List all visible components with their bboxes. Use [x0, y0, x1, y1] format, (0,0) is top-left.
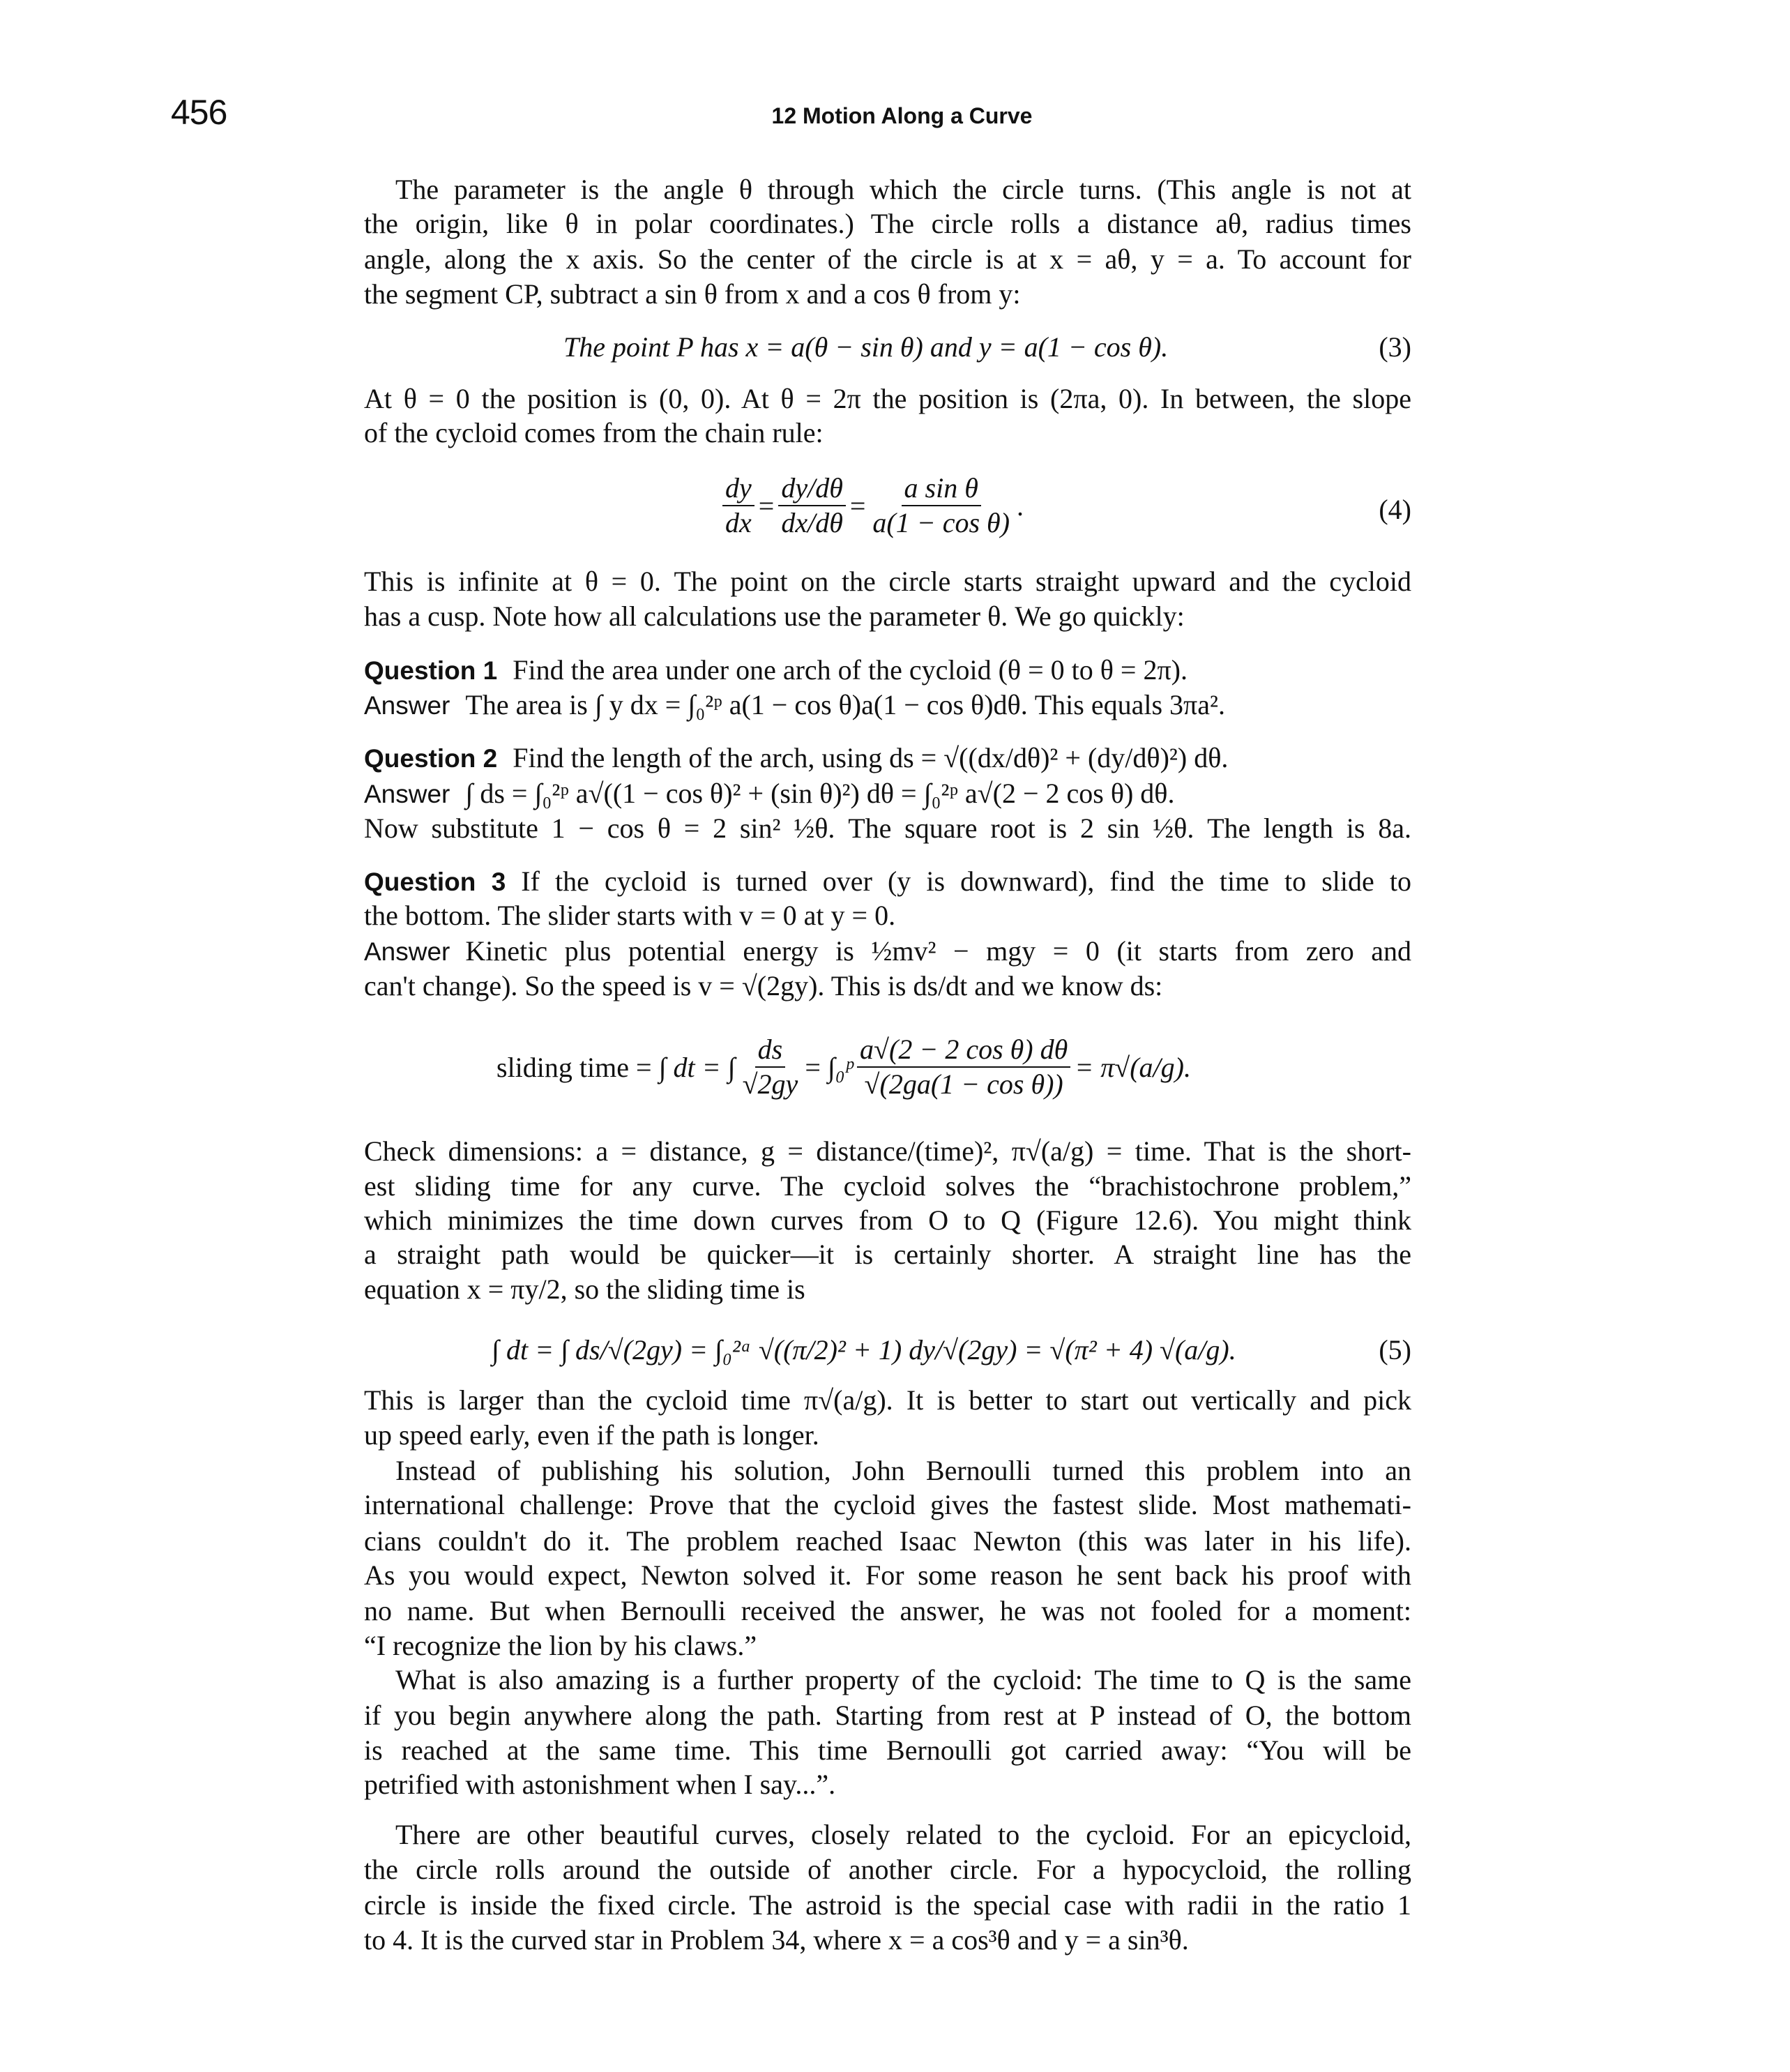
text-line: As you would expect, Newton solved it. For some reason he sent back his proof with	[364, 1559, 1411, 1591]
text-line: At θ = 0 the position is (0, 0). At θ = 2π the position is (2πa, 0). In between, the slope	[364, 383, 1411, 414]
question-label: Question 3	[364, 868, 506, 896]
fraction-numerator: dy	[722, 471, 754, 506]
text-line: the segment CP, subtract a sin θ from x and a cos θ from y:	[364, 278, 1021, 310]
label: sliding time =	[496, 1051, 652, 1083]
fraction-numerator: ds	[755, 1033, 786, 1068]
text-line: cians couldn't do it. The problem reached Isaac Newton (this was later in his life).	[364, 1525, 1411, 1557]
answer-label: Answer	[364, 780, 450, 808]
text-line: the circle rolls around the outside of another circle. For a hypocycloid, the rolling	[364, 1854, 1411, 1885]
text-line: equation x = πy/2, so the sliding time is	[364, 1273, 805, 1305]
page-number: 456	[171, 93, 227, 132]
text-line: est sliding time for any curve. The cycloid solves the “brachistochrone problem,”	[364, 1170, 1411, 1202]
text-line: which minimizes the time down curves from O to Q (Figure 12.6). You might think	[364, 1204, 1411, 1236]
equals-sign: =	[758, 490, 775, 522]
text-line: a straight path would be quicker—it is certainly shorter. A straight line has the	[364, 1239, 1411, 1270]
question-3	[364, 864, 1411, 899]
text-line: can't change). So the speed is v = √(2gy). This is ds/dt and we know ds:	[364, 970, 1163, 1001]
text-line: petrified with astonishment when I say...”.	[364, 1769, 836, 1800]
answer-1	[364, 688, 1411, 723]
equation-3: The point P has x = a(θ − sin θ) and y = a(1 − cos θ).	[563, 331, 1169, 363]
integral: ∫ dt =	[658, 1051, 721, 1083]
equation-number: (4)	[1379, 494, 1411, 525]
text-line: of the cycloid comes from the chain rule:	[364, 417, 824, 448]
text-line: has a cusp. Note how all calculations use the parameter θ. We go quickly:	[364, 600, 1185, 632]
question-2	[364, 741, 1411, 776]
fraction-denominator: dx	[725, 507, 752, 538]
question-label: Question 2	[364, 744, 498, 773]
text-line: There are other beautiful curves, closely related to the cycloid. For an epicycloid,	[395, 1819, 1411, 1850]
text-line: circle is inside the fixed circle. The astroid is the special case with radii in the ratio 1	[364, 1889, 1411, 1921]
answer-2	[364, 776, 1411, 811]
equals-sign: =	[805, 1051, 821, 1083]
equation-number: (5)	[1379, 1334, 1411, 1366]
question-1	[364, 653, 1411, 688]
text-line: Check dimensions: a = distance, g = distance/(time)², π√(a/g) = time. That is the short-	[364, 1135, 1411, 1167]
text-line: up speed early, even if the path is longer.	[364, 1419, 819, 1451]
answer-text: ∫ ds = ∫₀²ᵖ a√((1 − cos θ)² + (sin θ)²) dθ = ∫₀²ᵖ a√(2 − 2 cos θ) dθ.	[465, 778, 1175, 809]
question-label: Question 1	[364, 656, 498, 685]
question-text: If the cycloid is turned over (y is downward), find the time to slide to	[521, 865, 1411, 897]
fraction-numerator: a√(2 − 2 cos θ) dθ	[857, 1033, 1070, 1068]
answer-label: Answer	[364, 691, 450, 720]
fraction-numerator: a sin θ	[902, 471, 981, 506]
fraction-numerator: dy/dθ	[778, 471, 846, 506]
integral: ∫₀ᵖ	[827, 1051, 854, 1083]
question-text: Find the area under one arch of the cycloid (θ = 0 to θ = 2π).	[513, 654, 1188, 686]
integral: ∫	[727, 1051, 736, 1083]
equation-number: (3)	[1379, 331, 1411, 363]
text-line: angle, along the x axis. So the center of the circle is at x = aθ, y = a. To account for	[364, 243, 1411, 275]
sliding-time-equation	[496, 1033, 1191, 1101]
equals-sign: =	[849, 490, 866, 522]
equation-4	[718, 471, 1024, 540]
fraction-denominator: a(1 − cos θ)	[872, 507, 1010, 538]
text-line: is reached at the same time. This time Bernoulli got carried away: “You will be	[364, 1734, 1411, 1766]
text-line: This is infinite at θ = 0. The point on the circle starts straight upward and the cycloid	[364, 566, 1411, 597]
period: .	[1017, 490, 1024, 522]
fraction-denominator: dx/dθ	[781, 507, 843, 538]
text-line: if you begin anywhere along the path. Starting from rest at P instead of O, the bottom	[364, 1700, 1411, 1731]
answer-3	[364, 934, 1411, 969]
result: = π√(a/g).	[1075, 1051, 1191, 1083]
text-line: What is also amazing is a further property of the cycloid: The time to Q is the same	[395, 1664, 1411, 1695]
text-line: Now substitute 1 − cos θ = 2 sin² ½θ. The square root is 2 sin ½θ. The length is 8a.	[364, 812, 1411, 844]
running-head: 12 Motion Along a Curve	[771, 103, 1033, 128]
fraction-denominator: √(2ga(1 − cos θ))	[864, 1068, 1063, 1100]
text-line: no name. But when Bernoulli received the answer, he was not fooled for a moment:	[364, 1595, 1411, 1626]
question-text: Find the length of the arch, using ds = √((dx/dθ)² + (dy/dθ)²) dθ.	[513, 742, 1229, 773]
text-line: “I recognize the lion by his claws.”	[364, 1630, 757, 1661]
text-line: The parameter is the angle θ through which the circle turns. (This angle is not at	[395, 174, 1411, 205]
equation-5: ∫ dt = ∫ ds/√(2gy) = ∫₀²ᵃ √((π/2)² + 1) dy/√(2gy) = √(π² + 4) √(a/g).	[492, 1334, 1236, 1366]
text-line: Instead of publishing his solution, John Bernoulli turned this problem into an	[395, 1455, 1411, 1486]
text-line: to 4. It is the curved star in Problem 34, where x = a cos³θ and y = a sin³θ.	[364, 1924, 1189, 1956]
answer-text: The area is ∫ y dx = ∫₀²ᵖ a(1 − cos θ)a(1 − cos θ)dθ. This equals 3πa².	[465, 689, 1225, 720]
fraction-denominator: √2gy	[742, 1068, 798, 1100]
text-line: the origin, like θ in polar coordinates.) The circle rolls a distance aθ, radius times	[364, 208, 1411, 239]
text-line: the bottom. The slider starts with v = 0 at y = 0.	[364, 900, 896, 931]
text-line: This is larger than the cycloid time π√(a/g). It is better to start out vertically and pick	[364, 1384, 1411, 1416]
answer-text: Kinetic plus potential energy is ½mv² − mgy = 0 (it starts from zero and	[465, 935, 1411, 967]
answer-label: Answer	[364, 937, 450, 966]
text-line: international challenge: Prove that the cycloid gives the fastest slide. Most mathemati-	[364, 1489, 1411, 1520]
